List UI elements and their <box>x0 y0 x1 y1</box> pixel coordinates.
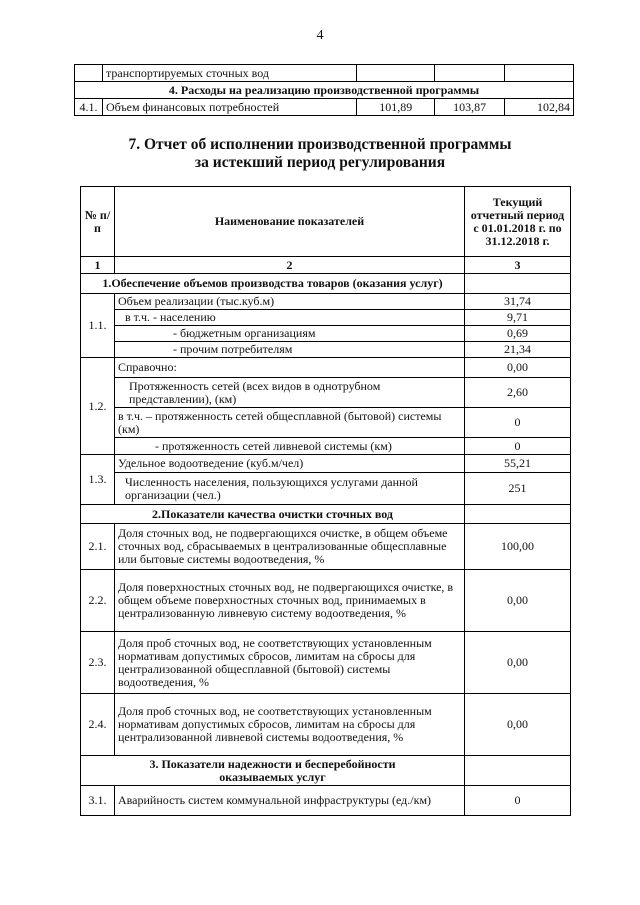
value-cell: 2,60 <box>465 378 571 408</box>
table-row <box>75 99 574 116</box>
row-label: Протяженность сетей (всех видов в однотрубном представлении), (км) <box>115 378 465 408</box>
section-header-row <box>81 756 571 786</box>
table-row <box>81 294 571 310</box>
table-cell <box>357 65 435 82</box>
table-cell <box>505 65 574 82</box>
row-label: Доля проб сточных вод, не соответствующих установленным нормативам допустимых сбросов, лимитам на сбросы для централизованной ливневой системы водоотведения, % <box>115 694 465 756</box>
row-label: Справочно: <box>115 358 465 378</box>
value-cell: 102,84 <box>505 99 574 116</box>
table-row <box>81 342 571 358</box>
value-cell: 101,89 <box>357 99 435 116</box>
value-cell: 103,87 <box>435 99 505 116</box>
row-number: 2.3. <box>81 632 115 694</box>
value-cell: 0,00 <box>465 358 571 378</box>
row-label: Объем финансовых потребностей <box>102 99 356 116</box>
table-cell <box>465 274 571 294</box>
row-label: Аварийность систем коммунальной инфраструктуры (ед./км) <box>115 786 465 816</box>
row-label: в т.ч. - населению <box>115 310 465 326</box>
table-row <box>81 455 571 473</box>
row-label: Доля сточных вод, не подвергающихся очистке, в общем объеме сточных вод, сбрасываемых в централизованные общесплавные или бытовые системы водоотведения, % <box>115 524 465 570</box>
section-header-row <box>75 82 574 99</box>
table-row <box>81 358 571 378</box>
table-cell <box>75 65 103 82</box>
row-number: 1.1. <box>81 294 115 358</box>
table-cell <box>465 505 571 524</box>
value-cell: 100,00 <box>465 524 571 570</box>
section-header: 1.Обеспечение объемов производства товаров (оказания услуг) <box>81 274 465 294</box>
section-header: 2.Показатели качества очистки сточных вод <box>81 505 465 524</box>
value-cell: 251 <box>465 473 571 505</box>
section-title-line: за истекший период регулирования <box>194 154 446 171</box>
table-row <box>81 473 571 505</box>
section-header-row <box>81 505 571 524</box>
table-row <box>81 570 571 632</box>
table-cell <box>435 65 505 82</box>
value-cell: 0,00 <box>465 694 571 756</box>
value-cell: 0,69 <box>465 326 571 342</box>
value-cell: 31,74 <box>465 294 571 310</box>
table-row <box>81 786 571 816</box>
row-label: - бюджетным организациям <box>115 326 465 342</box>
header-period: Текущий отчетный период с 01.01.2018 г. по 31.12.2018 г. <box>465 187 571 257</box>
report-table <box>80 186 571 816</box>
section-header-row <box>81 274 571 294</box>
row-label: - протяженность сетей ливневой системы (км) <box>115 438 465 455</box>
value-cell: 0 <box>465 786 571 816</box>
row-number: 4.1. <box>75 99 103 116</box>
value-cell: 0,00 <box>465 570 571 632</box>
row-label: Объем реализации (тыс.куб.м) <box>115 294 465 310</box>
top-table <box>74 64 574 116</box>
page-number: 4 <box>316 28 324 43</box>
table-row <box>81 524 571 570</box>
row-label: Численность населения, пользующихся услугами данной организации (чел.) <box>115 473 465 505</box>
section-title-line: 7. Отчет об исполнении производственной программы <box>128 136 512 153</box>
section-header: 4. Расходы на реализацию производственной программы <box>75 82 574 99</box>
row-label: Доля проб сточных вод, не соответствующих установленным нормативам допустимых сбросов, лимитам на сбросы для централизованной общесплавной (бытовой) системы водоотведения, % <box>115 632 465 694</box>
table-row <box>75 65 574 82</box>
index-cell: 3 <box>465 257 571 274</box>
row-label: - прочим потребителям <box>115 342 465 358</box>
row-label: в т.ч. – протяженность сетей общесплавной (бытовой) системы (км) <box>115 408 465 438</box>
value-cell: 21,34 <box>465 342 571 358</box>
row-label: Доля поверхностных сточных вод, не подвергающихся очистке, в общем объеме поверхностных сточных вод, принимаемых в централизованную ливневую систему водоотведения, % <box>115 570 465 632</box>
section-header: 3. Показатели надежности и бесперебойности оказываемых услуг <box>81 756 465 786</box>
value-cell: 0,00 <box>465 632 571 694</box>
row-number: 2.1. <box>81 524 115 570</box>
table-row <box>81 694 571 756</box>
value-cell: 0 <box>465 438 571 455</box>
row-number: 1.2. <box>81 358 115 455</box>
row-label: транспортируемых сточных вод <box>102 65 356 82</box>
row-number: 2.4. <box>81 694 115 756</box>
table-row <box>81 438 571 455</box>
header-name: Наименование показателей <box>115 187 465 257</box>
value-cell: 9,71 <box>465 310 571 326</box>
table-row <box>81 326 571 342</box>
index-cell: 2 <box>115 257 465 274</box>
row-label: Удельное водоотведение (куб.м/чел) <box>115 455 465 473</box>
row-number: 2.2. <box>81 570 115 632</box>
row-number: 3.1. <box>81 786 115 816</box>
table-row <box>81 408 571 438</box>
row-number: 1.3. <box>81 455 115 505</box>
index-row <box>81 257 571 274</box>
table-row <box>81 378 571 408</box>
header-num: № п/п <box>81 187 115 257</box>
value-cell: 55,21 <box>465 455 571 473</box>
section-title <box>0 136 640 172</box>
table-row <box>81 310 571 326</box>
index-cell: 1 <box>81 257 115 274</box>
value-cell: 0 <box>465 408 571 438</box>
table-cell <box>465 756 571 786</box>
table-header-row <box>81 187 571 257</box>
table-row <box>81 632 571 694</box>
